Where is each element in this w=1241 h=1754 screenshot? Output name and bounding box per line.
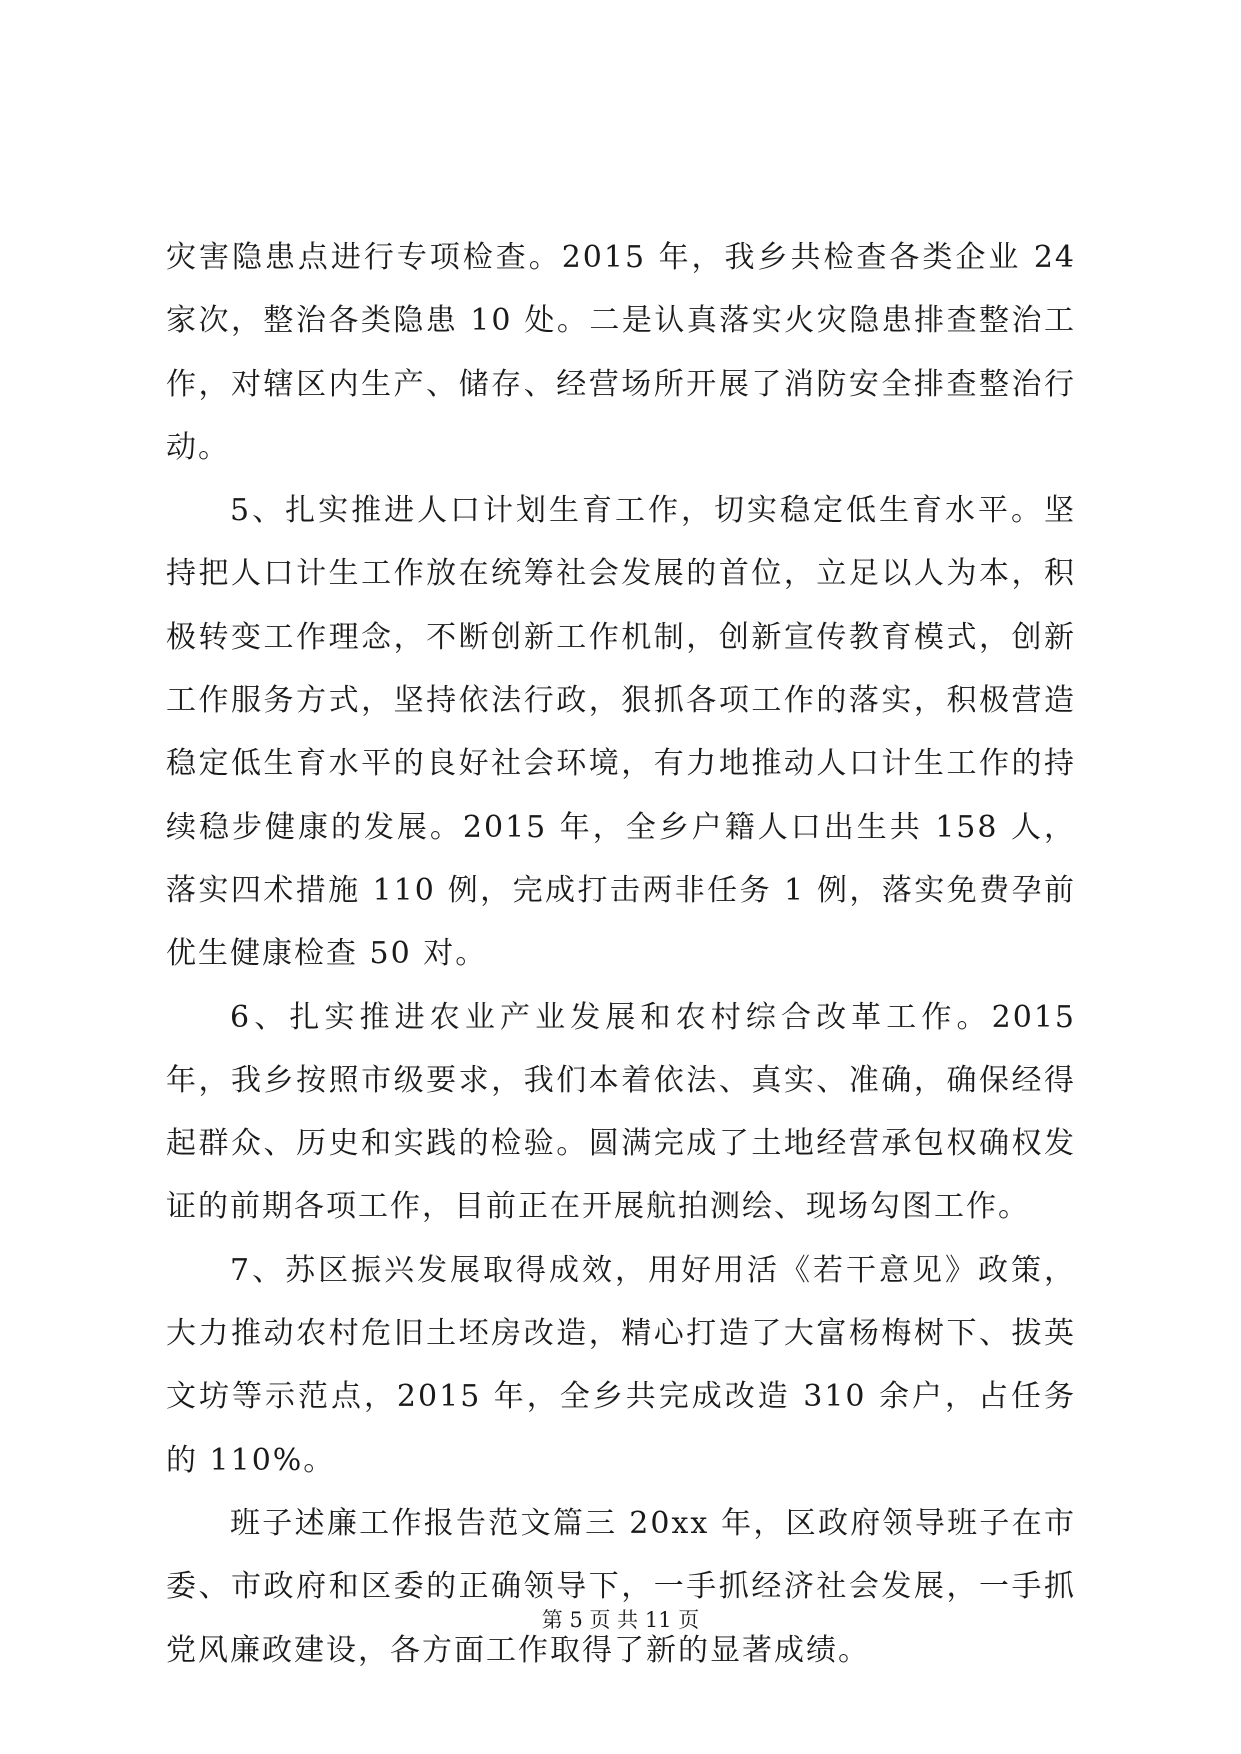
- document-body: [166, 226, 1076, 1682]
- paragraph-1: 灾害隐患点进行专项检查。2015 年，我乡共检查各类企业 24 家次，整治各类隐患 10 处。二是认真落实火灾隐患排查整治工作，对辖区内生产、储存、经营场所开展了消防安全排查整治行动。: [166, 240, 1076, 465]
- paragraph-3: 6、扎实推进农业产业发展和农村综合改革工作。2015 年，我乡按照市级要求，我们本着依法、真实、准确，确保经得起群众、历史和实践的检验。圆满完成了土地经营承包权确权发证的前期各项工作，目前正在开展航拍测绘、现场勾图工作。: [166, 999, 1076, 1225]
- page-number-footer: 第 5 页 共 11 页: [541, 1608, 700, 1632]
- paragraph-4: 7、苏区振兴发展取得成效，用好用活《若干意见》政策，大力推动农村危旧土坯房改造，精心打造了大富杨梅树下、拔英文坊等示范点，2015 年，全乡共完成改造 310 余户，占任务的 110%。: [166, 1252, 1076, 1478]
- paragraph-2: 5、扎实推进人口计划生育工作，切实稳定低生育水平。坚持把人口计生工作放在统筹社会发展的首位，立足以人为本，积极转变工作理念，不断创新工作机制，创新宣传教育模式，创新工作服务方式，坚持依法行政，狠抓各项工作的落实，积极营造稳定低生育水平的良好社会环境，有力地推动人口计生工作的持续稳步健康的发展。2015 年，全乡户籍人口出生共 158 人，落实四术措施 110 例，完成打击两非任务 1 例，落实免费孕前优生健康检查 50 对。: [166, 493, 1076, 972]
- paragraph-5: 班子述廉工作报告范文篇三 20xx 年，区政府领导班子在市委、市政府和区委的正确领导下，一手抓经济社会发展，一手抓党风廉政建设，各方面工作取得了新的显著成绩。: [166, 1505, 1076, 1668]
